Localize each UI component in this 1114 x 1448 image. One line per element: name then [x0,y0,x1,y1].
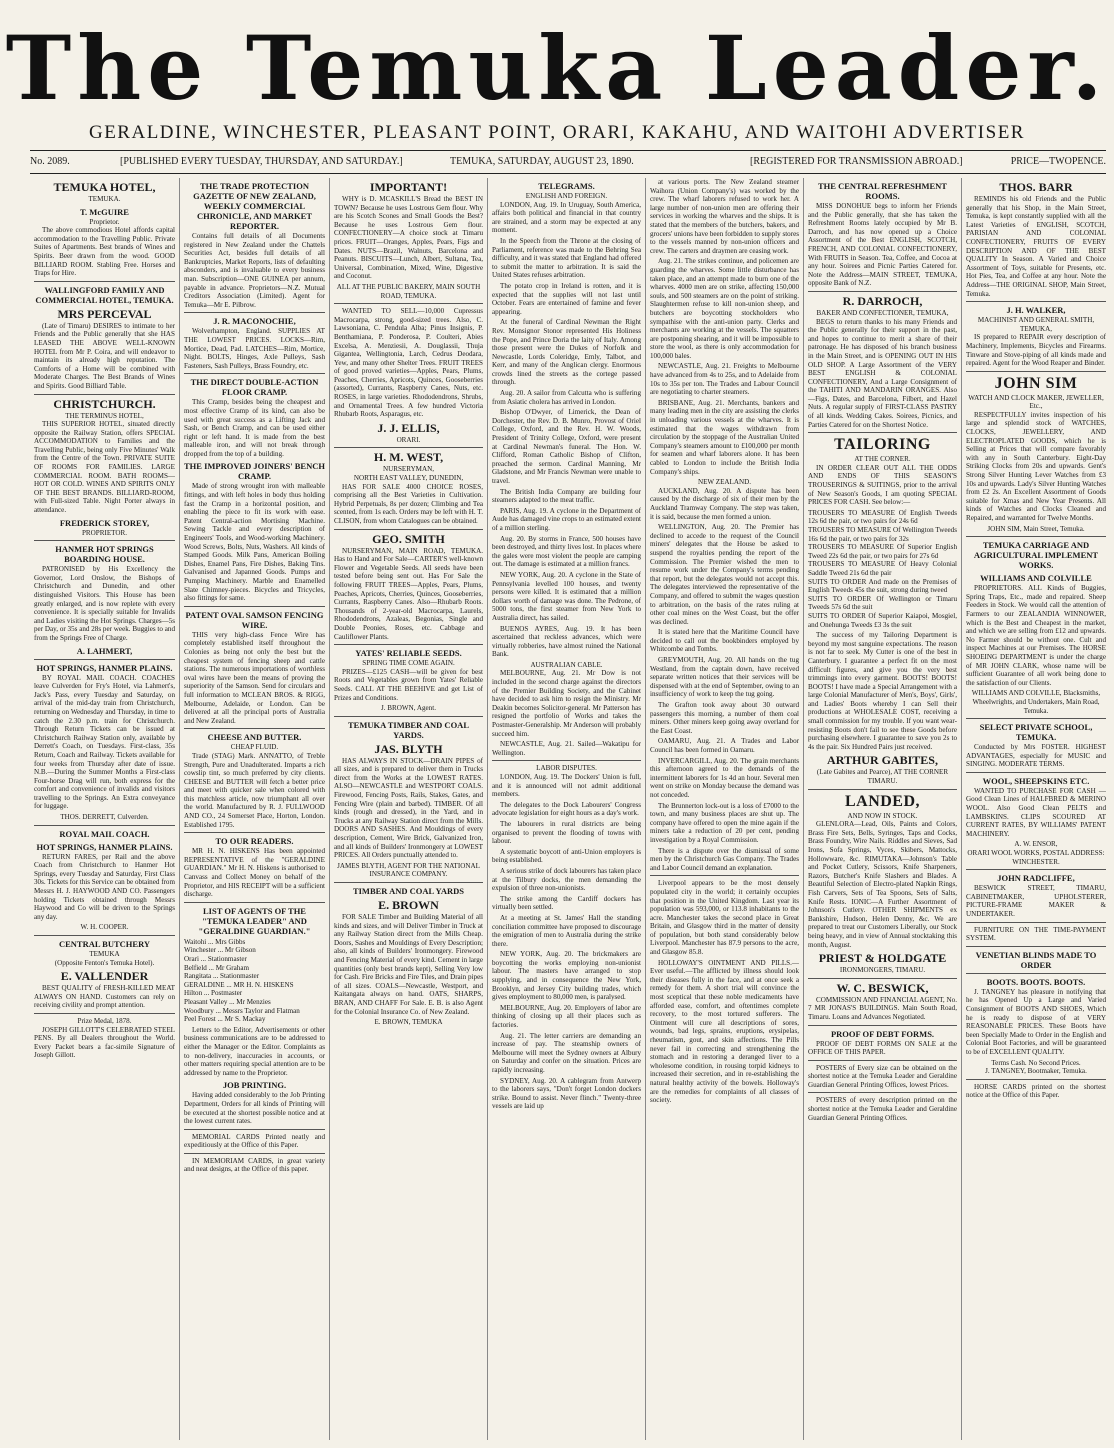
ad-subheading: HOT SPRINGS, HANMER PLAINS. [36,841,173,852]
ad-heading: YATES' RELIABLE SEEDS. [355,648,462,659]
ad-subheading: THE TERMINUS HOTEL, [65,411,144,420]
ad-heading: WOOL, SHEEPSKINS ETC. [982,775,1090,786]
ad-body: Conducted by Mrs FOSTER. HIGHEST ADVANTAGES, especially for MUSIC and SINGING. MODERATE TERMS. [966,743,1106,769]
ad-body: Letters to the Editor, Advertisements or other business communications are to be addressed to either the Manager or the Editor. Complaints as to non-delivery, inaccuracies in accounts, or other matters requiring special attention are to be addressed by name to the Proprietor. [184,1025,325,1077]
ad-heading: PATENT OVAL SAMSON FENCING WIRE. [185,609,324,630]
divider [334,644,483,645]
divider [966,301,1106,302]
list-item: Pleasant Valley ... Mr Menzies [184,997,271,1006]
news-paragraph: NEWCASTLE, Aug. 21. Sailed—Wakatipu for Wellington. [492,740,641,757]
divider [966,922,1106,923]
news-paragraph: At a meeting at St. James' Hall the standing conciliation committee have proposed to discourage the emigration of men to Australia during the strike there. [492,913,641,948]
ad-body: HORSE CARDS printed on the shortest notice at the Office of this Paper. [966,1082,1106,1100]
ad-name: ARTHUR GABITES, [827,753,938,768]
ad-name: J. H. WALKER, [1006,305,1066,316]
divider [34,659,175,660]
ad-name: R. DARROCH, [842,293,923,308]
ad-name: W. H. COOPER. [80,923,129,932]
ad-subheading: WATCH AND CLOCK MAKER, JEWELLER, Etc., [968,393,1104,411]
ad-role: (Late Gabites and Pearce), AT THE CORNER TIMARU. [816,768,949,786]
list-item: Belfield ... Mr Graham [184,963,250,972]
divider [184,902,325,903]
newspaper-title: The Temuka Leader. [5,16,1109,120]
ad-body: NURSERYMAN, MAIN ROAD, TEMUKA. Has to Hand and For Sale—CARTER'S well-known Flower and Vegetable Seeds. All seeds have been tested before being sent out. Has For Sale the following FRUIT TREES—Apples, Pears, Plums, Peaches, Apricots, Cherries, Quinces, Gooseberries, Currants, Raspberry Canes. Also—Rhubarb Roots. Thousands of 2-year-old Macrocarpa, Laurels, Rhododendrons, Azaleas, Begonias, Single and Double Peonies, Roses, etc. Cabbage and Cauliflower Plants. [334,546,483,641]
ad-name: GEO. SMITH [372,531,445,546]
ad-footer: ALL AT THE PUBLIC BAKERY, MAIN SOUTH ROAD, TEMUKA. [336,282,481,300]
news-paragraph: BUENOS AYRES, Aug. 19. It has been ascertained that reckless advances, which were virtually robberies, have almost ruined the National Bank. [492,624,641,659]
ad-name: J. R. MACONOCHIE, [213,316,296,327]
news-paragraph: GREYMOUTH, Aug. 20. All hands on the tug Westland, from the captain down, have received separate written notices that their services will be dispensed with at the end of September, owing to an insufficiency of work to keep the tug going. [650,656,799,699]
ad-body: RETURN FARES, per Rail and the above Coach from Christchurch to Hanmer Hot Springs, every Tuesday and Saturday, First Class 30s. Tickets for this Service can be obtained from Messrs H. J. HAYWOOD AND CO. Passengers holding Tickets obtained through Messrs Haywood and Co will be driven to the Springs any day. [34,852,175,921]
ad-body: FURNITURE ON THE TIME-PAYMENT SYSTEM. [966,925,1106,943]
divider [808,432,957,433]
ad-subheading: CHEAP FLUID. [230,743,279,752]
divider [492,760,641,761]
ad-heading: THE IMPROVED JOINERS' BENCH CRAMP. [184,461,325,482]
agent-list [184,938,325,1024]
news-paragraph: In the Speech from the Throne at the closing of Parliament, reference was made to the Behring Sea difficulty, and it was stated that England had offered to submit the matter to arbitration. It is said the United States refuses arbitration. [492,236,641,280]
columns [30,178,1110,1440]
news-paragraph: SYDNEY, Aug. 20. A cablegram from Antwerp to the laborers says, "Don't forget London dockers strike. Bound to assist. Never flinch." Twenty-three vessels are laid up [492,1076,641,1111]
news-paragraph: The Brunnerton lock-out is a loss of £7000 to the town, and many business places are shut up. The company have offered to open the mine again if the miners take a reduction of 20 per cent, pending investigation by a Royal Commission. [650,801,799,844]
divider [184,312,325,313]
news-paragraph: The Grafton took away about 30 outward passengers this morning, a number of them coal miners. Other miners keep going away overland for the East Coast. [650,701,799,735]
section-heading: TELEGRAMS. [538,181,595,191]
ad-footer: WILLIAMS AND COLVILLE, Blacksmiths, Wheelwrights, and Undertakers, Main Road, Temuka. [971,689,1101,715]
ad-footer: JAMES BLYTH, AGENT FOR THE NATIONAL INSURANCE COMPANY. [337,861,480,879]
ad-footer: E. BROWN, TEMUKA [374,1018,443,1027]
section-subheading: LABOR DISPUTES. [536,764,597,773]
ad-body: REMINDS his old Friends and the Public generally that his Shop, in the Main Street, Temuka, is kept constantly supplied with all the Latest Varieties of ENGLISH, SCOTCH, PARISIAN AND COLONIAL CONFECTIONERY, FRUITS OF EVERY DESCRIPTION AND OF THE BEST QUALITY In Season. A Varied and Choice Assortment of Toys, suitable for Presents, etc. Hot Pies, Tea, and Coffee at any hour. Note the Address—THE ORIGINAL SHOP, Main Street, Temuka. [966,195,1106,298]
news-paragraph: INVERCARGILL, Aug. 20. The grain merchants this afternoon agreed to the demands of the intermittent laborers for 1s 4d an hour. Several men went on strike on Monday because the demand was not conceded. [650,756,799,799]
ad-body: Having added considerably to the Job Printing Department, Orders for all kinds of Printing will be executed at the shortest possible notice and at the lowest current rates. [184,1091,325,1126]
ad-body: POSTERS of every description printed on the shortest notice at the Temuka Leader and Geraldine Guardian General Printing Offices. [808,1096,957,1122]
list-item: Winchester ... Mr Gibson [184,946,256,955]
news-paragraph: OAMARU, Aug. 21. A Trades and Labor Council has been formed in Oamaru. [650,737,799,754]
ad-heading: TO OUR READERS. [215,836,294,847]
list-item: TROUSERS TO MEASURE Of Heavy Colonial Saddle Tweed 21s 6d the pair [808,560,957,577]
ad-name: T. McGUIRE [80,206,129,217]
dateline [30,150,1106,174]
list-item: TROUSERS TO MEASURE Of Wellington Tweeds 16s 6d the pair, or two pairs for 32s [808,526,957,543]
ad-body: PROOF OF DEBT FORMS ON SALE at the OFFICE OF THIS PAPER. [808,1039,957,1057]
news-paragraph: It is stated here that the Maritime Council have decided to call out the bookbinders employed by Whitcombe and Tombs. [650,628,799,654]
divider [34,1013,175,1014]
price-list [808,509,957,629]
divider [184,728,325,729]
divider [34,281,175,282]
ad-body: (Late of Timaru) DESIRES to intimate to her Friends and the Public generally that she HAS LEASED THE ABOVE WELL-KNOWN HOTEL from Mr P. Coira, and will endeavor to maintain its already high reputation. The Comforts of a Home will be combined with Moderate Charges. The Best Brands of Wines and Spirits. Good Billiard Table. [34,321,175,390]
news-paragraph: Aug. 20. A sailor from Calcutta who is suffering from Asiatic cholera has arrived in London. [492,389,641,406]
divider [184,832,325,833]
issue-date: TEMUKA, SATURDAY, AUGUST 23, 1890. [450,156,634,167]
ad-body: BEST QUALITY of FRESH-KILLED MEAT ALWAYS ON HAND. Customers can rely on receiving civility and prompt attention. [34,984,175,1010]
divider [184,373,325,374]
divider [34,540,175,541]
ad-subheading: AT THE CORNER. [854,455,911,464]
section-subheading: AUSTRALIAN CABLE. [530,660,603,669]
ad-place: NORTH EAST VALLEY, DUNEDIN, [353,474,464,483]
ad-body: BEGS to return thanks to his many Friends and the Public generally for their support in the past, and hopes to continue to merit a share of their patronage. He has disposed of his branch business in the Main Street, and is OPENING OUT IN HIS OLD SHOP. A Large Assortment of the VERY BEST ENGLISH & COLONIAL CONFECTIONERY, And a Large Consignment of the TAHITI AND MANDARIN ORANGES. Also—Figs, Dates, and Barcelona, Filbert, and Hazel Nuts. A regular supply of FIRST-CLASS PASTRY of all kinds. Wedding Cakes. Soirees, Picnics, and Parties Catered for on the Shortest Notice. [808,317,957,429]
ad-name: WILLIAMS AND COLVILLE [980,573,1092,584]
news-paragraph: At the funeral of Cardinal Newman the Right Rev. Monsignor Stonor represented His Holiness the Pope, and Prince Doria the laity of Italy. Among those present were the Dukes of Norfolk and Newcastle, Lords Coleridge, Emly, Talbot, and Kerr, and many of the Anglican clergy. Enormous crowds lined the streets as the cortege passed through. [492,318,641,387]
ad-body: PATRONISED by His Excellency the Governor, Lord Onslow, the Bishops of Christchurch and Dunedin, and other distinguished Visitors. This House has been greatly enlarged, and is now replete with every convenience. It is specially suitable for Invalids and Ladies visiting the Hot Springs. Charges—5s per Day, or 35s and 28s per week. Buggies to and from the Springs Free of Charge. [34,565,175,642]
ad-body: The above commodious Hotel affords capital accommodation to the Travelling Public. Private Suites of Apartments. Best brands of Wines and Spirits. Beer drawn from the wood. GOOD BILLIARD ROOM. Stabling Free. Horses and Traps for Hire. [34,226,175,278]
ad-body: BESWICK STREET, TIMARU, CABINETMAKER, UPHOLSTERER, PICTURE-FRAME MAKER & UNDERTAKER. [966,884,1106,918]
ad-body: MEMORIAL CARDS Printed neatly and expeditiously at the Office of this Paper. [184,1132,325,1150]
ad-heading: WALLINGFORD FAMILY AND COMMERCIAL HOTEL, TEMUKA. [35,284,174,305]
ad-body: JOSEPH GILLOTT'S CELEBRATED STEEL PENS. By all Dealers throughout the World. Every Packet bears a fac-simile Signature of Joseph Gillott. [34,1025,175,1060]
divider [966,946,1106,947]
divider [334,303,483,304]
news-paragraph: The delegates to the Dock Labourers' Congress advocate legislation for eight hours as a day's work. [492,800,641,818]
ad-body: PRIZES—£125 CASH—will be given for best Roots and Vegetables grown from Yates' Reliable Seeds. CALL AT THE BEEHIVE and get List of Prizes and Conditions. [334,667,483,702]
ad-heading: HOT SPRINGS, HANMER PLAINS. [36,662,173,673]
ad-subheading: BAKER AND CONFECTIONER, TEMUKA, [816,308,949,317]
ad-heading: TIMBER AND COAL YARDS [352,886,465,896]
divider [184,1153,325,1154]
ad-body: POSTERS of Every size can be obtained on the shortest notice at the Temuka Leader and Geraldine Guardian General Printing Offices, lowest Prices. [808,1063,957,1089]
ad-heading: VENETIAN BLINDS MADE TO ORDER [975,949,1097,970]
ad-subheading: NURSERYMAN, [382,465,435,474]
news-paragraph: Aug. 21. The letter carriers are demanding an increase of pay. The steamship owners of Melbourne will meet the Sydney owners at Albury on Saturday and confer on the situation. Prices are rapidly increasing. [492,1031,641,1074]
news-paragraph: The potato crop in Ireland is rotten, and it is expected that the supplies will not last until October. Fears are entertained of famine and fever appearing. [492,281,641,316]
news-paragraph: WELLINGTON, Aug. 20. The Premier has declined to accede to the request of the Council miners' delegates that the House be asked to suspend the royalties pending the report of the Commission. The Premier wished the men to resume work under the Company's terms pending that report, but the delegates would not accept this. The delegates interviewed the representative of the Company, and offered to submit the wages question to arbitration, on the basis of the rates ruling at other coal mines on the West Coast, but the offer was declined. [650,523,799,626]
ad-name: E. BROWN [378,898,439,912]
divider [966,772,1106,773]
column-2 [180,178,330,1440]
news-paragraph: Bishop O'Dwyer, of Limerick, the Dean of Dorchester, the Rev. D. B. Munro, Provost of Oriel College, Oxford, and the Rev. H. W. Woods, President of Trinity College, Oxford, were present at Cardinal Newman's funeral. The Hon. W. Clifford, Roman Catholic Bishop of Clifton, preached the sermon. Cardinal Manning, Mr Gladstone, and Mr Francis Newman were unable to travel. [492,408,641,485]
column-3 [330,178,488,1440]
ad-body: THIS very high-class Fence Wire has completely established itself throughout the Colonies as being not only the best but the cheapest system of fencing sheep and cattle stations. The numerous importations of worthless oval wires have been the means of proving the superiority of the Samson. Send for circulars and full information to MCLEAN BROS. & RIGG, Melbourne, Adelaide, or London. Can be delivered at all the principal ports of Australia and New Zealand. [184,630,325,725]
news-paragraph: HOLLOWAY'S OINTMENT AND PILLS.—Ever useful.—The afflicted by illness should look their diseases fully in the face, and at once seek a remedy for them. A short trial will convince the most sceptical that these noble medicaments have afforded ease, comfort, and oftentimes complete recovery, to the most tortured sufferers. The Ointment will cure all descriptions of sores, wounds, bad legs, sprains, eruptions, erysipelas, rheumatism, gout, and skin affections. The Pills never fail in correcting and strengthening the stomach and in restoring a deranged liver to a wholesome condition, in rousing torpid kidneys to increased their secretion, and in re-establishing the natural healthy activity of the bowels. Holloway's are the remedies for complaints of all classes of society. [650,958,799,1105]
ad-heading: CHEESE AND BUTTER. [207,732,302,743]
ad-name: JAS. BLYTH [374,741,443,756]
divider [966,869,1106,870]
ad-name: J. J. ELLIS, [377,420,440,435]
news-paragraph: The strike among the Cardiff dockers has virtually been settled. [492,894,641,912]
list-item: TROUSERS TO MEASURE Of Superior English Tweed 22s 6d the pair, or two pairs for 27s 6d [808,543,957,560]
ad-body: Trade (STAG) Mark. ANNATTO, of Treble Strength, Pure and Unadulterated. Imparts a rich cowslip tint, so much preferred by city clients. CHEESE and BUTTER will fetch a better price and meet with quicker sale when colored with this matchless article, now triumphant all over the world. Manufactured by R. J. FULLWOOD AND CO., 24 Somerset Place, Horton, London. Established 1795. [184,751,325,829]
ad-body: HAS FOR SALE 4000 CHOICE ROSES, comprising all the Best Varieties in Cultivation. Hybrid Perpetuals, 8s per dozen; Climbing and Tea scented, from 1s each. Orders may be left with H. T. CLISON, from whom Catalogues can be obtained. [334,482,483,525]
list-item: SUITS TO ORDER Of Wellington or Timaru Tweeds 57s 6d the suit [808,594,957,612]
ad-body: J. TANGNEY has pleasure in notifying that he has Opened Up a Large and Varied Consignment of BOOTS AND SHOES, Which he is ready to dispose of at VERY REASONABLE PRICES. These Boots have been Specially Made to Order in the English and Colonial Boot Factories, and will be guaranteed to be of EXCELLENT QUALITY. [966,987,1106,1056]
ad-subheading: MACHINIST AND GENERAL SMITH, TEMUKA, [977,316,1095,333]
news-paragraph: NEW YORK, Aug. 20. The brickmakers are boycotting the works employing non-unionist labour. The masters have arranged to stop supplying, and in consequence the New York, Brooklyn, and Jersey City building trades, which gives employment to 80,000 men, is paralysed. [492,950,641,1002]
divider [184,1129,325,1130]
news-paragraph: BRISBANE, Aug. 21. Merchants, bankers and many leading men in the city are assisting the clerks in unloading various vessels at the wharves. It is estimated that the wages withdrawn from circulation by the stoppage of the Australian United Company's steamers amount to £100,000 per month for seamen and wharf laborers alone. It has been cabled to London to include the British India Company's ships. [650,398,799,476]
ad-heading: TEMUKA TIMBER AND COAL YARDS. [348,719,469,740]
column-1 [30,178,180,1440]
column-4 [488,178,646,1440]
ad-place: ORARI. [396,435,421,444]
ad-body: The success of my Tailoring Department is beyond my most sanguine expectations. The reason is not far to seek. My Cutter is one of the best in Canterbury. I guarantee a perfect fit on the most difficult figures, and give you the very best trimmings into every garment. BOOTS! BOOTS! BOOTS! I have made a Special Arrangement with a large Colonial Manufacturer of Men's, Boys', Girls', and Ladies' Boots whereby I can Sell their productions at WHOLESALE COST, receiving a small commission for my trouble. If you want wear-resisting Boots don't fail to see these Goods before purchasing elsewhere. I guarantee to save you 2s to 4s the pair. Six Hundred Pairs just received. [808,631,957,751]
list-item: TROUSERS TO MEASURE Of English Tweeds 12s 6d the pair, or two pairs for 24s 6d [808,508,957,526]
ad-heading: TEMUKA HOTEL, [53,180,156,194]
divider [966,536,1106,537]
column-7 [962,178,1110,1440]
news-paragraph: PARIS, Aug. 19. A cyclone in the Department of Aude has damaged vine crops to an estimated extent of a million sterling. [492,506,641,532]
list-item: Rangitata ... Stationmaster [184,972,260,981]
ad-role: PROPRIETOR. [81,528,127,537]
list-item: GERALDINE ... MR H. N. HISKENS [184,980,294,989]
list-item: Orari ... Stationmaster [184,955,247,963]
ad-name: E. VALLENDER [60,969,149,984]
ad-name: FREDERICK STOREY, [59,517,150,528]
ad-body: IN MEMORIAM CARDS, in great variety and neat designs, at the Office of this paper. [184,1156,325,1174]
ad-name: H. M. WEST, [373,450,444,465]
news-paragraph: LONDON, Aug. 19. In Uruguay, South America, affairs both political and financial in that country are strained, and a storm may be expected at any moment. [492,200,641,235]
ad-heading: BOOTS. BOOTS. BOOTS. [986,976,1086,987]
divider [808,291,957,292]
list-item: Waitohi ... Mrs Gibbs [184,937,246,946]
divider [966,718,1106,719]
news-paragraph: AUCKLAND, Aug. 20. A dispute has been caused by the discharge of six of their men by the Auckland Tramway Company. The step was taken, it is said, because the men formed a union. [650,486,799,521]
ad-name: JOHN RADCLIFFE, [997,873,1075,884]
list-item: SUITS TO ORDER And made on the Premises of English Tweeds 45s the suit, strong during tweed [808,577,957,595]
ad-name: J. BROWN, Agent. [381,704,436,713]
ad-name: A. W. ENSOR, [1014,840,1058,849]
news-paragraph: Aug. 21. The strikes continue, and policemen are guarding the wharves. Some little disturbance has taken place, and an attempt made to burn one of the wharves. 4000 men are on strike, affecting 150,000 souls, and 500 steamers are on the point of striking. Slaughtermen refuse to kill non-union sheep, and butchers are boycotting stockholders who sympathise with the anti-union party. Clerks and merchants are working at the vessels. The squatters are postponing shearing, and it will be impossible to store the wool, as there is only accommodation for 100,000 bales. [650,257,799,360]
ad-name: THOS. DERRETT, Culverden. [60,813,149,822]
ad-note: (Opposite Fenton's Temuka Hotel). [54,958,155,967]
divider [808,978,957,979]
news-paragraph: Liverpool appears to be the most densely populated city in the world; it certainly occupies that position in the United Kingdom. Last year its population was 593,000, or 113.8 inhabitants to the acre. Manchester takes the second place in Great Britain, and Glasgow third in the matter of density of population, but both stand considerably below Liverpool. Manchester has 87.9 persons to the acre, and Glasgow 85.8. [650,879,799,957]
ad-name: THOS. BARR [999,180,1073,194]
publication-schedule: [PUBLISHED EVERY TUESDAY, THURSDAY, AND SATURDAY.] [120,156,403,167]
divider [966,1079,1106,1080]
newspaper-subtitle: GERALDINE, WINCHESTER, PLEASANT POINT, ORARI, KAKAHU, AND WAITOHI ADVERTISER [88,122,1025,143]
ad-body: IS prepared to REPAIR every description of Machinery, Implements, Bicycles and Firearms. Tinware and Stove-piping of all kinds made and repaired. Agent for the Wood Reaper and Binder. [966,333,1106,368]
divider [808,789,957,790]
list-item: Woodbury ... Messrs Taylor and Flatman [184,1006,300,1015]
news-paragraph: at various ports. The New Zealand steamer Waihora (Union Company's) was worked by the crew. The wharf laborers refused to work her. A large number of non-union men are offering their services in working the wharves and the ships. It is stated that the members of the butchers, bakers, and grocers' unions have been forbidden to supply stores to the vessels manned by non-union officers and crew. The carters and draymen are ceasing work. [650,178,799,255]
ad-body: PROPRIETORS. ALL Kinds of Buggies, Spring Traps, Etc., made and repaired. Sheep Feeders in Stock. We would call the attention of Farmers to our ZEALANDIA WINNOWER, which is the Best and Cheapest in the market, and which we are selling from £12 and upwards. No Farmer should be without one. Cult and inspect Machines at our Premises. The HORSE SHOEING DEPARTMENT is under the charge of MR JOHN CLARK, whose name will be sufficient Guarantee of all work being done to the satisfaction of our Clients. [966,584,1106,687]
list-item: Peel Forest ... Mr S. Mackay [184,1015,266,1024]
ad-body: WHY is D. MCASKILL'S Bread the BEST IN TOWN? Because he uses Lostrous Gem flour. Why are his Scotch Scones and Small Goods the Best? Because he uses Lostrous Gem flour. CONFECTIONERY—A choice stock at Timaru prices. FRUIT—Oranges, Apples, Pears, Figs and Dates. NUTS—Brazil, Walnuts, Barcelona and Peanuts. BISCUITS—Lunch, Albert, Sultana, Tea, Universal, Combination, Mixed, Wine, Digestive and Coconut. [334,195,483,281]
ad-body: This Cramp, besides being the cheapest and most effective Cramp of its kind, can also be used with great success as a Lifting Jack and Sash, or Bench Cramp, and can be used either right or left hand. It is made from the best malleable iron, and will not break through dropped from the top of a building. [184,398,325,458]
ad-footer: JOHN SIM, Main Street, Temuka. [987,524,1085,533]
ad-terms: Terms Cash. No Second Prices. [991,1058,1081,1067]
divider [966,973,1106,974]
divider [808,1092,957,1093]
divider [650,875,799,876]
price: PRICE—TWOPENCE. [1010,156,1106,167]
divider [184,606,325,607]
ad-body: GLENLORA—Lead, Oils, Paints and Colors, Brass Fire Sets, Bells, Syringes, Taps and Cocks, Brass Foundry, Wire Nails. Riddles and Sieves, Sad Irons, Sofa Springs, Vyces, Skibers, Mattocks, Hollowware, &c. RIMUTAKA—Johnson's Table and Pocket Cutlery, Scissors, Knife Sharpeners, Razors, Butcher's Knife Slashers and Blades. A Beautiful Selection of Electro-plated Napkin Rings, Fish Carvers, Sets of Tea Spoons, Sets of Salts, Knife Rests. IONIC—A Further Assortment of Johnson's Cutlery. OTHER SHIPMENTS ex Bankshire, Hudson, Helen Denny, &c. We are prepared to treat our Customers Liberally, our Stock being heavy, and in view of Annual stocktaking this month, August. [808,820,957,949]
ad-heading: IMPORTANT! [369,180,448,194]
ad-note: Prize Medal, 1878. [77,1016,132,1025]
news-paragraph: MELBOURNE, Aug. 21. Mr Dow is not included in the second charge against the directors of the Premier Building Society, and the Cabinet have decided to ask him to resign the Ministry. Mr Deakin becomes Solicitor-general. Mr Patterson has resigned the portfolio of Works and takes the Postmaster-Generalship. Mr Anderson will probably succeed him. [492,669,641,738]
divider [334,447,483,448]
news-paragraph: There is a dispute over the dismissal of some men by the Christchurch Gas Company. The Trades and Labor Council demand an explanation. [650,846,799,872]
divider [34,394,175,395]
registration-note: [REGISTERED FOR TRANSMISSION ABROAD.] [750,156,963,167]
divider [334,529,483,530]
ad-heading: SELECT PRIVATE SCHOOL, TEMUKA. [979,722,1093,743]
ad-name: PRIEST & HOLDGATE [818,951,947,966]
news-paragraph: Aug. 20. By storms in France, 500 houses have been destroyed, and thirty lives lost. In places where the gales were most violent the people are camping out. The damage is estimated at a million francs. [492,534,641,569]
ad-name: J. TANGNEY, Bootmaker, Temuka. [985,1067,1087,1076]
ad-body: Wolverhampton, England. SUPPLIES AT THE LOWEST PRICES. LOCKS—Rim, Mortice, Dead, Pad. LATCHES—Rim, Mortice, Night. BOLTS, Hinges, Axle Pulleys, Sash Fasteners, Sash Pulleys, Brass Foundry, etc. [184,327,325,370]
ad-body: FOR SALE Timber and Building Material of all kinds and sizes, and will Deliver Timber in Truck at any Railway Station direct from the Mills Cheap. Doors, Sashes and Mouldings of Every Description; also, all kinds of Builders' Ironmongery. Firewood and Fencing Material of every kind. Cement in large quantities (only best brands kept), Selling Very low for Cash. Fire Bricks and Fire Tiles, and Drain pipes of all sizes. COALS—Newcastle, Westport, and Kaitangata always on hand. OATS, SHARPS, BRAN, AND CHAFF For Sale. E. B. is also Agent for the Colonial Insurance Co. of New Zealand. [334,913,483,1016]
ad-heading: CENTRAL BUTCHERY [58,939,151,949]
ad-subheading: SPRING TIME COME AGAIN. [362,659,455,668]
news-paragraph: A serious strike of dock labourers has taken place at the Tilbury docks, the men demanding the expulsion of three non-unionists. [492,866,641,893]
divider [34,935,175,936]
ad-subheading: TEMUKA. [88,195,121,203]
divider [334,882,483,883]
news-paragraph: The labourers in rural districts are being organised to prevent the flooding of towns with labour. [492,819,641,846]
ad-heading: LANDED, [844,792,921,810]
ad-name: A. LAHMERT, [76,645,133,656]
ad-name: JOHN SIM [994,374,1078,392]
news-paragraph: NEWCASTLE, Aug. 21. Freights to Melbourne have advanced from 4s to 25s, and to Adelaide from 10s to 35s per ton. The Trades and Labour Council are negotiating to charter steamers. [650,362,799,397]
ad-heading: CHRISTCHURCH. [53,396,156,411]
news-paragraph: NEW YORK, Aug. 20. A cyclone in the State of Pennsylvania levelled 100 houses, and twenty persons were killed. It is estimated that a million dollars worth of damage was done. The Pedrone, of 5000 tons, the first steamer from New York to Australia direct, has sailed. [492,570,641,622]
ad-role: IRONMONGERS, TIMARU. [839,966,926,975]
list-item: Hilton ... Postmaster [184,989,243,998]
ad-role: Proprietor. [89,217,120,226]
ad-heading: THE DIRECT DOUBLE-ACTION FLOOR CRAMP. [190,377,319,398]
section-subheading: ENGLISH AND FOREIGN. [525,192,608,200]
ad-heading: TEMUKA CARRIAGE AND AGRICULTURAL IMPLEMENT WORKS. [973,540,1099,571]
list-item: SUITS TO ORDER Of Superior Kaiapoi, Mosgiel, and Onehunga Tweeds £3 3s the suit [808,611,957,629]
ad-name: MRS PERCEVAL [57,306,152,321]
ad-heading: PROOF OF DEBT FORMS. [830,1028,935,1039]
issue-number: No. 2089. [30,156,70,167]
ad-body: Contains full details of all Documents registered in New Zealand under the Chattels Securities Act, besides full details of all Bankruptcies, Market Reports, lists of defaulting absconders, and is invaluable to every business man. Subscription—ONE GUINEA per annum, payable in advance. Proprietors—N.Z. Mutual Creditors Association (Limited). Agent for Temuka—Mr E. Pilbrow. [184,232,325,309]
section-subheading: NEW ZEALAND. [697,478,752,487]
ad-body: MR H. N. HISKENS Has been appointed REPRESENTATIVE of the "GERALDINE GUARDIAN." Mr H. N. Hiskens is authorised to Canvass and Collect Money on behalf of the Proprietor, and HIS RECEIPT will be a sufficient discharge. [184,847,325,899]
ad-body: RESPECTFULLY invites inspection of his large and splendid stock of WATCHES, CLOCKS, JEWELLERY, AND ELECTROPLATED GOODS, which he is Selling at Prices that will compare favorably with any in South Canterbury. Eight-Day Striking Clocks from 20s and upwards. Gent's Strong Silver Hunting Lever Watches from £3 10s and upwards. Lady's Silver Hunting Watches from £2 2s. An Excellent Assortment of Goods suitable for Xmas and New Year Presents. All kinds of Watches and Clocks Cleaned and Repaired, and warranted for Twelve Months. [966,410,1106,522]
ad-body: WANTED TO SELL—10,000 Cupressus Macrocarpa, strong, good-sized trees. Also, C. Lawsoniana, C. Pendula Alba; Pinus Insignis, P. Benthamiana, P. Ponderosa, P. Coulteri, Abies Excelsa, A. Menziesii, A. Douglassii, Thuja Gigantea, Wellingtonia, Larch, Cedrus Deodara, Yew, and many other Shelter Trees. FRUIT TREES of good proved varieties—Apples, Pears, Plums, Peaches, Cherries, Apricots, Quinces, Gooseberries (assorted), Currants, Raspberry Canes, Nuts, etc. ROSES, in large varieties. Rhododendrons, Shrubs, and Ornamental Trees. A few hundred Victoria Rhubarb Roots, Asparagus, etc. [334,307,483,419]
ad-body: MISS DONOHUE begs to inform her Friends and the Public generally, that she has taken the Refreshment Rooms lately occupied by Mr B. Darroch, and has now opened up a Choice Assortment of the Best ENGLISH, SCOTCH, FRENCH, AND COLONIAL CONFECTIONERY, With FRUITS in Season. Tea, Coffee, and Cocoa at any hour. Soirees and Picnic Parties Catered for. Note the Address—MAIN STREET, TEMUKA, opposite Bank of N.Z. [808,202,957,288]
ad-heading: JOB PRINTING. [222,1080,287,1091]
ad-body: BY ROYAL MAIL COACH. COACHES leave Culverden for Fry's Hotel, via Lahmert's, Jack's Pass, every Tuesday and Saturday, on arrival of the mid-day train from Christchurch, returning on Wednesday and Thursday, in time to catch the 2.30 p.m. train for Christchurch. Through Return Tickets can be issued at Christchurch Railway Station only, available by Derrett's Coach, on Tuesdays. First-class, 35s Return, Coach and Railway. Tickets available for four weeks from Thursday after date of issue. N.B.—During the Summer Months a First-class Four-horse Drag will run, both express for the comfort and convenience of invalids and visitors travelling to the Springs. An Extra conveyance for luggage. [34,673,175,811]
ad-subheading: AND NOW IN STOCK. [847,811,918,820]
divider [808,1060,957,1061]
column-6 [804,178,962,1440]
ad-heading: TAILORING [834,436,931,454]
ad-heading: LIST OF AGENTS OF THE "TEMUKA LEADER" AND "GERALDINE GUARDIAN." [198,905,311,936]
news-paragraph: MELBOURNE, Aug. 20. Employers of labor are thinking of closing up all their places such as factories. [492,1003,641,1030]
news-paragraph: LONDON, Aug. 19. The Dockers' Union is full, and it is announced will not admit additional members. [492,773,641,799]
divider [808,1025,957,1026]
ad-heading: HANMER HOT SPRINGS BOARDING HOUSE. [55,544,154,565]
ad-heading: ROYAL MAIL COACH. [59,828,150,839]
ad-body: WANTED TO PURCHASE FOR CASH — Good Clean Lines of HALFBRED & MERINO WOOL. Also Good Clean PELTS and LAMBSKINS. CLIPS SCOURED AT CURRENT RATES, BY WILLIAMS' PATENT MACHINERY. [966,786,1106,838]
column-5 [646,178,804,1440]
ad-body: Made of strong wrought iron with malleable fittings, and with left holes in body thus holding fast the Cramp in a horizontal position, and enabling the piece to fit its work with ease. Patent Central-action Mortising Machine. Sewing Tackle and every description of Engineers' Tools, and Wood-working Machinery. Wood Screws, Bolts, Nuts, Washers. All kinds of Stamped Goods. Milk Pans, American Boiling Dishes, Enamel Pans, Fire Dishes, Baking Tins. Galvanised and Japanned Goods. Pumps and Pumping Machinery. Marble and Enamelled Slate Chimney-pieces. Bicycles and Tricycles, also fittings for same. [184,482,325,603]
ad-body: HAS ALWAYS IN STOCK—DRAIN PIPES of all sizes, and is prepared to deliver them in Trucks direct from the Works at the LOWEST RATES. ALSO—NEWCASTLE and WESTPORT COALS. Firewood, Fencing Posts, Rails, Stakes, Gates, and Fencing Wire (plain and barbed). TIMBER. Of all kinds (rough and dressed), in the Yard, and in Trucks at any Railway Station direct from the Mills. DOORS AND SASHES. And Mouldings of every description, Cement, Wire Brick, Galvanized Iron, and all kinds of Builders' Ironmongery at LOWEST PRICES. All Orders punctually attended to. [334,756,483,860]
news-paragraph: The British India Company are building four steamers adapted to the meat traffic. [492,487,641,505]
ad-body: THIS SUPERIOR HOTEL, situated directly opposite the Railway Station, offers SPECIAL ACCOMMODATION to Families and the Travelling Public, being only Five Minutes' Walk from the Centre of the Town. PRIVATE SUITE OF ROOMS FOR FAMILIES. LARGE COMMERCIAL ROOM. BATH ROOMS—HOT OR COLD. WINES AND SPIRITS ONLY OF THE BEST BRANDS. BILLIARD-ROOM, with Full-sized Table. Night Porter always in attendance. [34,420,175,515]
divider [334,716,483,717]
ad-role: ORARI WOOL WORKS, POSTAL ADDRESS: WINCHESTER. [967,849,1105,866]
ad-heading: THE TRADE PROTECTION GAZETTE OF NEW ZEALAND, WEEKLY COMMERCIAL CHRONICLE, AND MARKET REPORTER. [193,181,316,231]
ad-heading: THE CENTRAL REFRESHMENT ROOMS. [818,181,947,201]
masthead [0,0,1114,180]
divider [34,825,175,826]
ad-subheading: TEMUKA [89,950,120,958]
ad-body: COMMISSION AND FINANCIAL AGENT, No. 7 MR JONAS'S BUILDINGS. Main South Road, Timaru. Loans and Advances Negotiated. [808,995,957,1021]
news-paragraph: A systematic boycott of anti-Union employers is being established. [492,847,641,865]
ad-body: IN ORDER CLEAR OUT ALL THE ODDS AND ENDS OF THIS SEASON'S TROUSERINGS & SUITINGS, prior to the arrival of New Season's Goods, I am quoting SPECIAL PRICES FOR CASH. See below:— [808,463,957,507]
ad-name: W. C. BESWICK, [836,980,929,995]
divider [966,371,1106,372]
